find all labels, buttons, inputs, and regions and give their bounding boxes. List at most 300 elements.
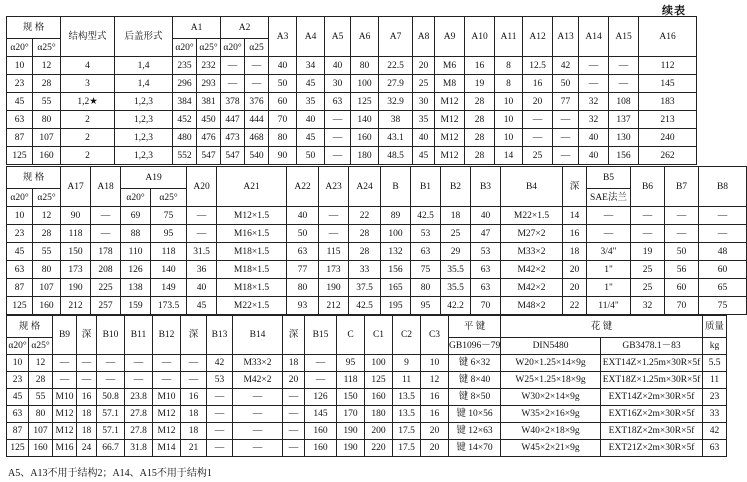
header-cell: A1 (173, 17, 221, 39)
table-row (7, 243, 747, 261)
table-cell: 16 (465, 57, 495, 75)
table-cell: 473 (221, 129, 245, 147)
table-cell: — (91, 225, 121, 243)
table-cell: 1,2,3 (115, 129, 173, 147)
table-cell: 16 (181, 389, 207, 406)
table-cell: 22 (349, 207, 381, 225)
header-cell: C1 (365, 316, 393, 355)
table-cell: 100 (351, 75, 379, 93)
table-cell: — (207, 440, 233, 457)
table-cell: 20 (283, 372, 305, 389)
table-cell: — (699, 225, 747, 243)
header-cell: 规 格 (7, 17, 61, 39)
table-cell: 63 (7, 111, 33, 129)
table-cell: 31.5 (187, 243, 217, 261)
table-cell: EXT16Z×2m×30R×5f (601, 406, 703, 423)
table-cell: 30 (413, 93, 435, 111)
table-cell: — (609, 75, 639, 93)
table-cell: — (77, 355, 97, 372)
table-cell: 键 8×50 (449, 389, 501, 406)
table-cell: 80 (269, 129, 297, 147)
table-cell: EXT18Z×2m×30R×5f (601, 423, 703, 440)
table-cell: 19 (465, 75, 495, 93)
table-cell: — (631, 225, 665, 243)
table-cell: 115 (319, 243, 349, 261)
table-cell: — (153, 372, 181, 389)
table-cell: 25 (631, 279, 665, 297)
table-cell: M42×2 (501, 261, 563, 279)
table-cell: 12.5 (523, 57, 553, 75)
table-cell: M16 (53, 440, 77, 457)
table-cell: 384 (173, 93, 197, 111)
table-cell: 50 (269, 75, 297, 93)
table-cell: 25 (413, 75, 435, 93)
spec-table-2 (6, 166, 747, 315)
table-cell: 262 (639, 147, 697, 165)
table-cell: 45 (297, 75, 325, 93)
table-cell: 55 (33, 243, 61, 261)
table-cell: 16 (421, 406, 449, 423)
table-cell: 190 (337, 440, 365, 457)
table-cell: 63 (471, 279, 501, 297)
table-cell: 213 (639, 111, 697, 129)
table-cell: 28 (465, 93, 495, 111)
table-cell: 65 (699, 279, 747, 297)
table-cell: 118 (61, 225, 91, 243)
table-cell: M22×1.5 (501, 207, 563, 225)
table-cell: 31.8 (125, 440, 153, 457)
subheader-cell: SAE法兰 (587, 189, 631, 207)
subheader-cell: GB1096－79 (449, 338, 501, 355)
table-cell: 60 (665, 279, 699, 297)
table-cell: — (553, 111, 579, 129)
table-row (7, 389, 727, 406)
table-cell: 40 (471, 207, 501, 225)
table-cell: M12×1.5 (217, 207, 287, 225)
table-cell: 9 (393, 355, 421, 372)
table-cell: 480 (173, 129, 197, 147)
table-cell: 11 (393, 372, 421, 389)
table-cell: 42.5 (349, 297, 381, 315)
table-cell: 70 (269, 111, 297, 129)
header-cell: A14 (579, 17, 609, 57)
table-cell: 53 (471, 243, 501, 261)
table-row (7, 75, 697, 93)
table-cell: 18 (563, 243, 587, 261)
table-row (7, 225, 747, 243)
table-cell: — (221, 57, 245, 75)
table-cell: 80 (33, 111, 61, 129)
table-cell: 20 (421, 423, 449, 440)
table-cell: 160 (33, 147, 61, 165)
header-cell: A13 (553, 17, 579, 57)
header-cell: B14 (233, 316, 283, 355)
table-cell: — (283, 389, 305, 406)
header-cell: A2 (221, 17, 269, 39)
table-cell: 376 (245, 93, 269, 111)
table-cell: 40 (297, 111, 325, 129)
table-cell: 126 (305, 389, 337, 406)
table-cell: 200 (365, 423, 393, 440)
table-cell: 50.8 (97, 389, 125, 406)
table-cell: 45 (7, 389, 29, 406)
table-cell: 547 (197, 147, 221, 165)
table-cell: 1,2,3 (115, 93, 173, 111)
table-cell: 50 (297, 147, 325, 165)
header-cell: B13 (207, 316, 233, 355)
table-cell: M33×2 (233, 355, 283, 372)
table-cell: 16 (563, 225, 587, 243)
table-cell: 23 (7, 75, 33, 93)
table-cell: 4 (61, 57, 115, 75)
table-cell: 20 (413, 57, 435, 75)
table-cell: 118 (151, 243, 187, 261)
table-cell: 195 (381, 297, 411, 315)
table2-body (7, 207, 747, 315)
table-cell: 23 (7, 225, 33, 243)
header-cell: B1 (411, 167, 441, 207)
table-cell: 95 (411, 297, 441, 315)
header-cell: A18 (91, 167, 121, 207)
header-cell: 结构型式 (61, 17, 115, 57)
header-cell: A19 (121, 167, 187, 189)
table-cell: 40 (579, 147, 609, 165)
table-cell: 20 (563, 261, 587, 279)
table-cell: 键 12×63 (449, 423, 501, 440)
table-cell: 45 (413, 147, 435, 165)
table-cell: 12 (421, 372, 449, 389)
table-cell: — (283, 440, 305, 457)
subheader-cell: α25° (29, 338, 53, 355)
table-cell: 3/4" (587, 243, 631, 261)
table-cell: 296 (173, 75, 197, 93)
table-row (7, 129, 697, 147)
table-cell: 10 (7, 207, 33, 225)
table-cell: M27×2 (501, 225, 563, 243)
table-cell: 40 (325, 57, 351, 75)
table-cell: — (233, 440, 283, 457)
table-cell: 27.8 (125, 423, 153, 440)
table-cell: M18×1.5 (217, 261, 287, 279)
table-cell: 24 (77, 440, 97, 457)
table-cell: 1,4 (115, 57, 173, 75)
header-cell: 深 (181, 316, 207, 355)
table-cell: 87 (7, 279, 33, 297)
table-cell: 键 6×32 (449, 355, 501, 372)
header-cell: A17 (61, 167, 91, 207)
table-cell: 80 (411, 279, 441, 297)
table-cell: W35×2×16×9g (501, 406, 601, 423)
table-cell: M12 (435, 147, 465, 165)
table-cell: 145 (305, 406, 337, 423)
table-cell: — (181, 355, 207, 372)
table-cell: 48 (699, 243, 747, 261)
header-cell: C2 (393, 316, 421, 355)
table-cell: 160 (365, 389, 393, 406)
header-cell: B (381, 167, 411, 207)
subheader-cell: α20° (121, 189, 151, 207)
table-cell: 125 (7, 297, 33, 315)
table-cell: — (187, 225, 217, 243)
table-cell: 32 (579, 111, 609, 129)
table-cell: 180 (365, 406, 393, 423)
table-cell: M22×1.5 (217, 297, 287, 315)
header-cell: A10 (465, 17, 495, 57)
table-cell: 57.1 (97, 406, 125, 423)
table-cell: — (699, 207, 747, 225)
table-cell: 63 (411, 243, 441, 261)
table-row (7, 423, 727, 440)
table-cell: 30 (325, 75, 351, 93)
table-cell: M12 (435, 129, 465, 147)
header-cell: 质量 (703, 316, 727, 338)
table-cell: W45×2×21×9g (501, 440, 601, 457)
header-cell: A15 (609, 17, 639, 57)
table-cell: 48.5 (379, 147, 413, 165)
subheader-cell: α25° (197, 39, 221, 57)
table-cell: 257 (91, 297, 121, 315)
table-cell: W40×2×18×9g (501, 423, 601, 440)
table-cell: 18 (77, 423, 97, 440)
table-cell: 170 (337, 406, 365, 423)
table-cell: 125 (365, 372, 393, 389)
table-cell: 232 (197, 57, 221, 75)
table-cell: 53 (207, 372, 233, 389)
table-row (7, 279, 747, 297)
table-cell: 45 (7, 243, 33, 261)
header-cell: A23 (319, 167, 349, 207)
table-cell: 173 (319, 261, 349, 279)
table-cell: — (319, 207, 349, 225)
table-cell: 80 (351, 57, 379, 75)
table-cell: — (125, 372, 153, 389)
table-cell: 126 (121, 261, 151, 279)
table-cell: M12 (53, 406, 77, 423)
table-cell: 190 (61, 279, 91, 297)
table-cell: 80 (29, 406, 53, 423)
table-cell: 18 (181, 423, 207, 440)
header-cell: A24 (349, 167, 381, 207)
table-cell: 150 (61, 243, 91, 261)
table-cell: M10 (153, 389, 181, 406)
table-cell: — (97, 355, 125, 372)
table-cell: — (587, 207, 631, 225)
table-cell: 90 (269, 147, 297, 165)
table-cell: 57.1 (97, 423, 125, 440)
table-cell: 95 (337, 355, 365, 372)
table-cell: 112 (639, 57, 697, 75)
table-cell: — (125, 355, 153, 372)
table-cell: — (53, 355, 77, 372)
table-cell: — (245, 75, 269, 93)
table-cell: 56 (665, 261, 699, 279)
table-cell: 190 (319, 279, 349, 297)
subheader-cell: α25° (33, 39, 61, 57)
table-cell: 75 (699, 297, 747, 315)
table-cell: 80 (33, 261, 61, 279)
header-cell: A22 (287, 167, 319, 207)
table-cell: M18×1.5 (217, 279, 287, 297)
table-cell: — (587, 225, 631, 243)
table-cell: — (665, 225, 699, 243)
table-row (7, 111, 697, 129)
table-cell: 55 (29, 389, 53, 406)
header-cell: C (337, 316, 365, 355)
table-cell: 60 (699, 261, 747, 279)
table-cell: 160 (305, 423, 337, 440)
header-cell: A21 (217, 167, 287, 207)
table-cell: 183 (639, 93, 697, 111)
table-cell: 100 (381, 225, 411, 243)
table-cell: 10 (495, 111, 523, 129)
table-cell: 14 (495, 147, 523, 165)
table-cell: 50 (287, 225, 319, 243)
table-cell: 25 (441, 225, 471, 243)
header-cell: B6 (631, 167, 665, 207)
header-cell: A5 (325, 17, 351, 57)
table-cell: 42 (207, 355, 233, 372)
table-cell: — (77, 372, 97, 389)
subheader-cell: α20° (221, 39, 245, 57)
table-cell: 138 (121, 279, 151, 297)
table-cell: 35.5 (441, 279, 471, 297)
header-cell: B5 (587, 167, 631, 189)
subheader-cell: α20° (173, 39, 197, 57)
table-cell: 42 (553, 57, 579, 75)
table-cell: 63 (471, 261, 501, 279)
table-cell: 2 (61, 129, 115, 147)
table-cell: M14 (153, 440, 181, 457)
table-cell: 42.5 (411, 207, 441, 225)
table-cell: 150 (337, 389, 365, 406)
table-cell: — (233, 423, 283, 440)
header-cell: B12 (153, 316, 181, 355)
header-cell: A8 (413, 17, 435, 57)
table-cell: 447 (221, 111, 245, 129)
header-cell: B10 (97, 316, 125, 355)
table-cell: 107 (33, 279, 61, 297)
table3-body (7, 355, 727, 457)
table-cell: 63 (325, 93, 351, 111)
table-cell: M12 (435, 111, 465, 129)
table-cell: 10 (7, 57, 33, 75)
table-cell: 137 (609, 111, 639, 129)
table-cell: 130 (609, 129, 639, 147)
table-cell: 90 (61, 207, 91, 225)
table-cell: 53 (411, 225, 441, 243)
table-cell: 87 (7, 423, 29, 440)
table-cell: 77 (287, 261, 319, 279)
header-cell: 规 格 (7, 167, 61, 189)
header-cell: 花 键 (501, 316, 703, 338)
table-cell: 149 (151, 279, 187, 297)
table-cell: 235 (173, 57, 197, 75)
table-cell: 70 (665, 297, 699, 315)
table-cell: 40 (187, 279, 217, 297)
subheader-cell: α25° (151, 189, 187, 207)
table-cell: 40 (579, 129, 609, 147)
subheader-cell: DIN5480 (501, 338, 601, 355)
table-cell: 33 (349, 261, 381, 279)
header-cell: B7 (665, 167, 699, 207)
table-cell: 18 (283, 355, 305, 372)
table-cell: 50 (553, 75, 579, 93)
table1-body (7, 57, 697, 165)
header-cell: 后盖形式 (115, 17, 173, 57)
table-cell: 16 (77, 389, 97, 406)
table-cell: 2 (61, 111, 115, 129)
table-cell: 14 (563, 207, 587, 225)
header-cell: B15 (305, 316, 337, 355)
table-cell: 125 (7, 147, 33, 165)
table-cell: 12 (33, 207, 61, 225)
table-row (7, 147, 697, 165)
header-cell: A16 (639, 17, 697, 57)
table-cell: 93 (287, 297, 319, 315)
spec-page (2, 0, 729, 482)
table-cell: — (579, 57, 609, 75)
table-cell: 21 (181, 440, 207, 457)
table-cell: 42.2 (441, 297, 471, 315)
table-cell: M10 (53, 389, 77, 406)
table-cell: — (325, 111, 351, 129)
table-cell: — (305, 355, 337, 372)
header-cell: 深 (563, 167, 587, 207)
table-cell: 25 (631, 261, 665, 279)
table-cell: M48×2 (501, 297, 563, 315)
table-cell: 63 (287, 243, 319, 261)
table-cell: 10 (495, 129, 523, 147)
table-cell: — (97, 372, 125, 389)
table-cell: — (325, 129, 351, 147)
table-cell: 180 (351, 147, 379, 165)
table-row (7, 57, 697, 75)
table-cell: 28 (465, 111, 495, 129)
table-cell: 80 (287, 279, 319, 297)
subheader-cell: GB3478.1－83 (601, 338, 703, 355)
table-cell: — (207, 389, 233, 406)
table-cell: — (325, 147, 351, 165)
table-cell: 1,4 (115, 75, 173, 93)
table-cell: 40 (287, 207, 319, 225)
table-cell: M33×2 (501, 243, 563, 261)
table-cell: 13.5 (393, 389, 421, 406)
table-cell: 10 (495, 93, 523, 111)
table-cell: 125 (7, 440, 29, 457)
table-cell: 540 (245, 147, 269, 165)
table-cell: 19 (631, 243, 665, 261)
header-row (7, 17, 697, 39)
table-cell: M12 (435, 93, 465, 111)
table-cell: 2 (61, 147, 115, 165)
table-cell: — (319, 225, 349, 243)
table-cell: EXT18Z×1.25m×30R×5f (601, 372, 703, 389)
table-cell: — (579, 75, 609, 93)
table-cell: 108 (609, 93, 639, 111)
table-cell: 13.5 (393, 406, 421, 423)
table-cell: 160 (305, 440, 337, 457)
spec-table-3 (6, 315, 727, 457)
table-cell: M16×1.5 (217, 225, 287, 243)
table-cell: 95 (151, 225, 187, 243)
table-cell: 452 (173, 111, 197, 129)
table-cell: 293 (197, 75, 221, 93)
table-cell: 11/4" (587, 297, 631, 315)
table-row (7, 93, 697, 111)
table-cell: 1,2,3 (115, 111, 173, 129)
table-cell: — (53, 372, 77, 389)
table-cell: 28 (465, 147, 495, 165)
